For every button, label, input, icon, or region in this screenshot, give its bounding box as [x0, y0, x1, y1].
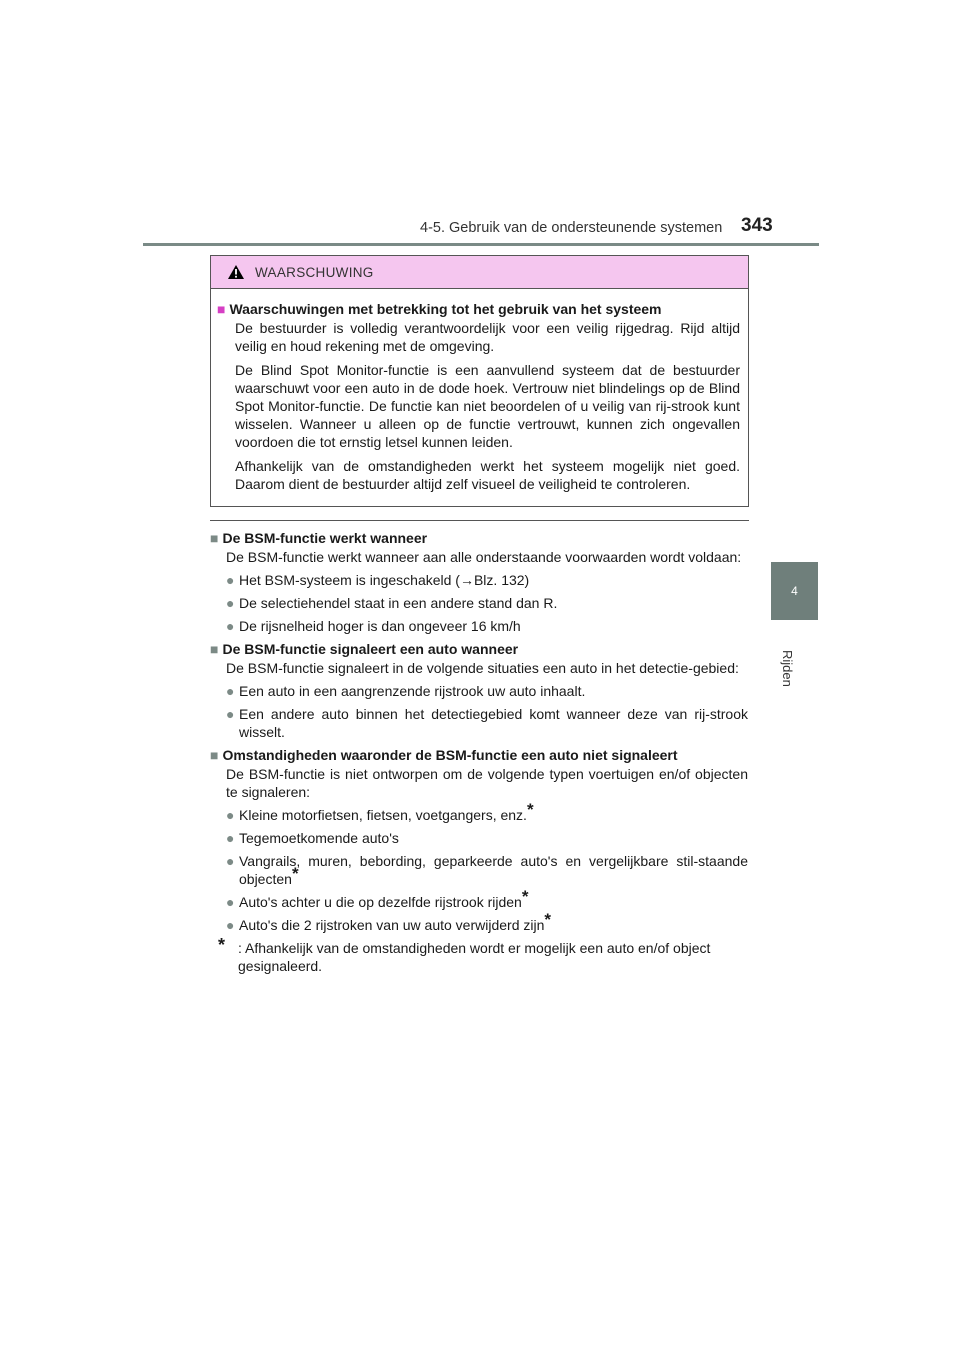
section-intro: De BSM-functie is niet ontworpen om de volgende typen voertuigen en/of objecten te signaleren:: [226, 766, 748, 800]
list-item: ● Auto's die 2 rijstroken van uw auto verwijderd zijn*: [226, 910, 551, 933]
footnote-star: *: [544, 910, 551, 929]
section-heading: ■ Omstandigheden waaronder de BSM-functie een auto niet signaleert: [210, 747, 678, 763]
footnote-star: *: [526, 800, 534, 819]
warning-box: [210, 255, 749, 507]
list-item: ● Een auto in een aangrenzende rijstrook uw auto inhaalt.: [226, 683, 586, 699]
bullet-icon: ●: [226, 683, 235, 699]
section-divider: [210, 520, 749, 521]
list-item: ● De rijsnelheid hoger is dan ongeveer 16 km/h: [226, 618, 521, 634]
chapter-tab[interactable]: [771, 562, 818, 620]
warning-title: WAARSCHUWING: [255, 264, 374, 280]
warning-triangle-icon: [227, 264, 245, 280]
square-marker-icon: ■: [210, 747, 219, 763]
footnote-star: *: [521, 887, 529, 906]
list-item: ● Tegemoetkomende auto's: [226, 830, 399, 846]
bullet-icon: ●: [226, 706, 235, 722]
section-intro: De BSM-functie signaleert in de volgende situaties een auto in het detectie-gebied:: [226, 660, 739, 676]
square-marker-icon: ■: [210, 530, 219, 546]
footnote-star: *: [291, 864, 299, 883]
warning-paragraph: De Blind Spot Monitor-functie is een aanvullend systeem dat de bestuurder waarschuwt voor een auto in de dode hoek. Vertrouw niet blindelings op de Blind Spot Monitor-functie. De functie kan niet beoordelen of u veilig van rij-strook kunt wisselen. Wanneer u alleen op de functie vertrouwt, kunnen zich ongevallen voordoen die tot ernstig letsel kunnen leiden.: [235, 362, 740, 450]
footnote: * : Afhankelijk van de omstandigheden wordt er mogelijk een auto en/of object gesignaleerd.: [218, 935, 711, 974]
footnote-mark: *: [218, 935, 226, 955]
bullet-icon: ●: [226, 830, 235, 846]
section-intro: De BSM-functie werkt wanneer aan alle onderstaande voorwaarden wordt voldaan:: [226, 549, 742, 565]
header-divider: [143, 243, 819, 246]
bullet-icon: ●: [226, 595, 235, 611]
bullet-icon: ●: [226, 894, 235, 910]
section-title: 4-5. Gebruik van de ondersteunende systemen: [420, 220, 723, 236]
page-number: 343: [741, 215, 773, 236]
list-item: ● Kleine motorfietsen, fietsen, voetgangers, enz.*: [226, 800, 534, 823]
list-item: ● Een andere auto binnen het detectiegebied komt wanneer deze van rij-strook wisselt.: [226, 706, 748, 740]
chapter-label: Rijden: [780, 650, 795, 687]
chapter-number: 4: [791, 584, 798, 598]
warning-body: [211, 289, 748, 493]
warning-paragraph: Afhankelijk van de omstandigheden werkt het systeem mogelijk niet goed. Daarom dient de bestuurder altijd zelf visueel de veiligheid te controleren.: [235, 458, 740, 492]
list-item: ● De selectiehendel staat in een andere stand dan R.: [226, 595, 558, 611]
list-item: ● Auto's achter u die op dezelfde rijstrook rijden*: [226, 887, 529, 910]
bullet-icon: ●: [226, 807, 235, 823]
warning-header: [211, 256, 748, 289]
section-heading: ■ De BSM-functie werkt wanneer: [210, 530, 428, 546]
list-item: ● Vangrails, muren, bebording, geparkeerde auto's en vergelijkbare stil-staande objecten*: [226, 853, 748, 887]
page-reference[interactable]: →Blz. 132): [459, 572, 530, 588]
square-marker-icon: ■: [210, 641, 219, 657]
main-content: [210, 529, 748, 975]
arrow-icon: →: [459, 572, 474, 588]
bullet-icon: ●: [226, 853, 235, 869]
list-item: ● Het BSM-systeem is ingeschakeld (→Blz. 132): [226, 572, 530, 588]
bullet-icon: ●: [226, 618, 235, 634]
bullet-icon: ●: [226, 917, 235, 933]
warning-paragraph: De bestuurder is volledig verantwoordelijk voor een veilig rijgedrag. Rijd altijd veilig en houd rekening met de omgeving.: [235, 320, 740, 354]
square-marker-icon: ■: [217, 301, 226, 317]
bullet-icon: ●: [226, 572, 235, 588]
warning-subheading: ■ Waarschuwingen met betrekking tot het gebruik van het systeem: [217, 301, 662, 317]
section-heading: ■ De BSM-functie signaleert een auto wanneer: [210, 641, 519, 657]
